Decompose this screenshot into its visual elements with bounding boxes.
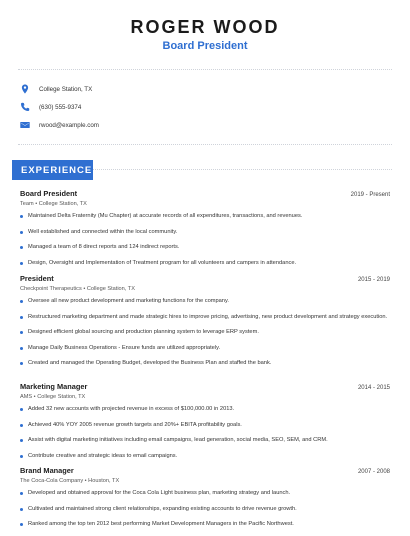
- experience-heading: EXPERIENCE: [12, 160, 93, 180]
- bullet-item: Achieved 40% YOY 2005 revenue growth targets and 20%+ EBITA profitability goals.: [20, 421, 390, 429]
- experience-heading-line: [93, 169, 392, 170]
- job-entry: [20, 274, 390, 375]
- contact-location-text: College Station, TX: [39, 85, 93, 93]
- job-bullets: [20, 212, 390, 267]
- bullet-item: Maintained Delta Fraternity (Mu Chapter) at accurate records of all expenditures, transactions, and revenues.: [20, 212, 390, 220]
- job-title: Brand Manager: [20, 466, 74, 475]
- contact-phone-text: (630) 555-9374: [39, 103, 82, 111]
- job-title: Board President: [20, 189, 78, 198]
- location-pin-icon: [20, 84, 30, 94]
- bullet-item: Designed efficient global sourcing and production planning system to leverage ERP system.: [20, 328, 390, 336]
- job-bullets: [20, 405, 390, 460]
- resume-name: ROGER WOOD: [130, 17, 280, 37]
- job-entry: [20, 189, 390, 274]
- bullet-item: Assist with digital marketing initiatives including email campaigns, lead generation, social media, SEO, SEM, and CRM.: [20, 436, 390, 444]
- job-dates: 2015 - 2019: [357, 277, 390, 283]
- job-bullets: [20, 297, 390, 367]
- envelope-icon: [20, 120, 30, 130]
- bullet-item: Oversee all new product development and marketing functions for the company.: [20, 297, 390, 305]
- bullet-item: Cultivated and maintained strong client relationships, expanding existing accounts to drive revenue growth.: [20, 505, 390, 513]
- job-dates: 2014 - 2015: [357, 385, 390, 391]
- bullet-item: Ranked among the top ten 2012 best performing Market Development Managers in the Pacific Northwest.: [20, 520, 390, 528]
- contact-email: [20, 117, 320, 133]
- contact-phone: [20, 99, 320, 115]
- job-entry: [20, 466, 390, 536]
- phone-icon: [20, 102, 30, 112]
- job-company: Checkpoint Therapeutics • College Station, TX: [20, 286, 135, 292]
- job-company: AMS • College Station, TX: [20, 394, 86, 400]
- job-bullets: [20, 489, 390, 528]
- bullet-item: Contribute creative and strategic ideas to email campaigns.: [20, 452, 390, 460]
- bullet-item: Manage Daily Business Operations - Ensure funds are utilized appropriately.: [20, 344, 390, 352]
- bullet-item: Developed and obtained approval for the Coca Cola Light business plan, marketing strategy and launch.: [20, 489, 390, 497]
- bullet-item: Well established and connected within the local community.: [20, 228, 390, 236]
- job-title: President: [20, 274, 54, 283]
- job-dates: 2019 - Present: [350, 192, 390, 198]
- bullet-item: Added 32 new accounts with projected revenue in excess of $100,000.00 in 2013.: [20, 405, 390, 413]
- job-title: Marketing Manager: [20, 382, 88, 391]
- bullet-item: Design, Oversight and Implementation of Treatment program for all volunteers and campers in attendance.: [20, 259, 390, 267]
- contact-location: [20, 81, 320, 97]
- bullet-item: Restructured marketing department and made strategic hires to improve pricing, advertising, new product development and strategy execution.: [20, 313, 390, 321]
- job-company: The Coca-Cola Company • Houston, TX: [20, 478, 120, 484]
- job-dates: 2007 - 2008: [357, 469, 390, 475]
- bullet-item: Created and managed the Operating Budget, developed the Business Plan and staffed the bank.: [20, 359, 390, 367]
- bullet-item: Managed a team of 8 direct reports and 124 indirect reports.: [20, 243, 390, 251]
- job-entry: [20, 382, 390, 467]
- resume-title: Board President: [162, 40, 248, 52]
- contact-divider: [18, 144, 392, 146]
- header-divider: [18, 69, 392, 71]
- job-company: Team • College Station, TX: [20, 201, 87, 207]
- contact-email-text: rwood@example.com: [39, 121, 99, 129]
